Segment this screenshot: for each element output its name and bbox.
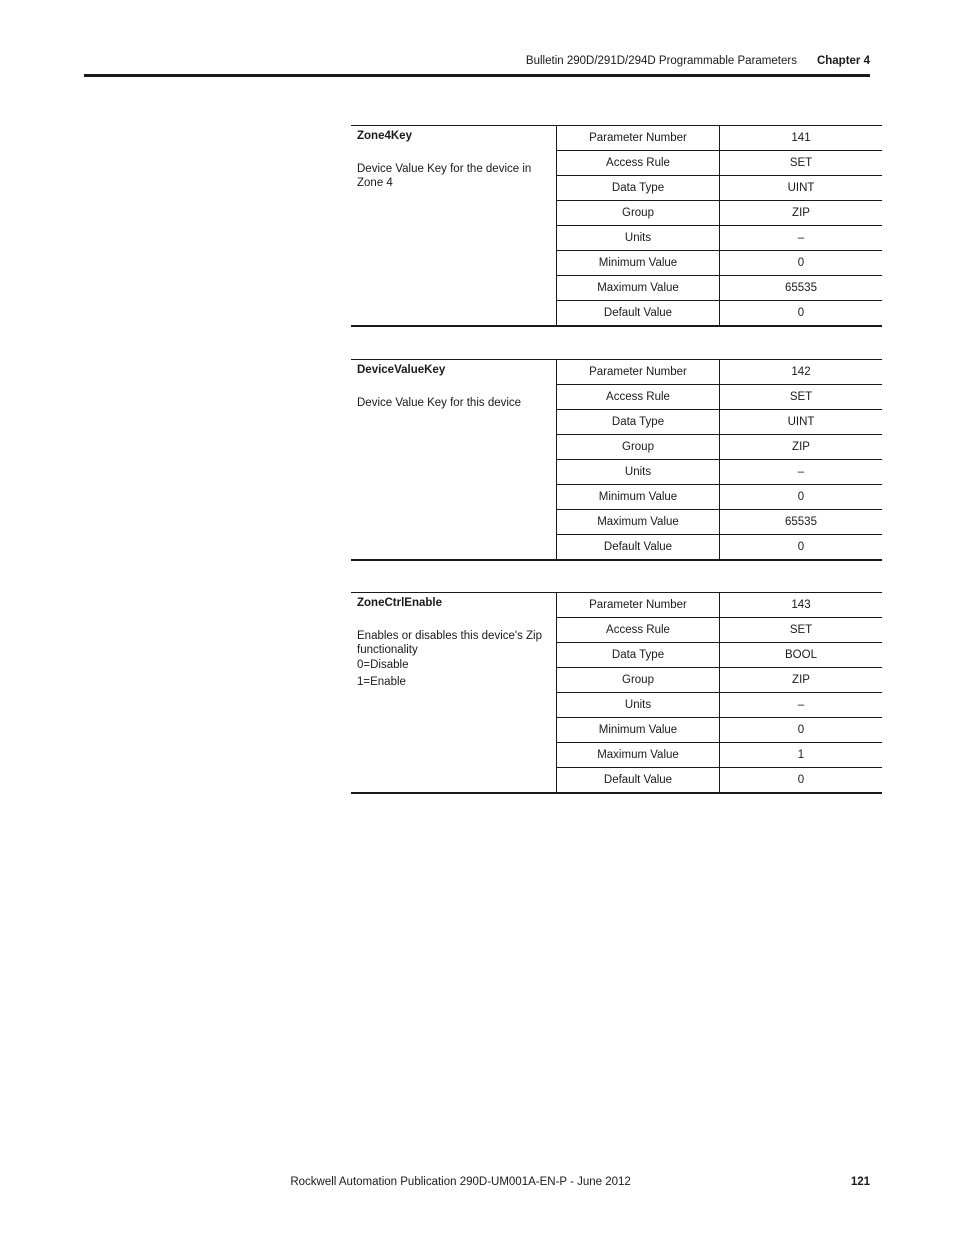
attribute-label: Data Type <box>557 410 720 435</box>
attribute-value: SET <box>720 618 883 643</box>
parameter-table <box>351 125 882 327</box>
attribute-value: BOOL <box>720 643 883 668</box>
attribute-label: Units <box>557 693 720 718</box>
footer-publication: Rockwell Automation Publication 290D-UM001A-EN-P - June 2012 <box>290 1176 631 1188</box>
page-footer <box>84 1174 870 1190</box>
parameter-table <box>351 592 882 794</box>
attribute-label: Group <box>557 201 720 226</box>
attribute-value: 0 <box>720 301 883 327</box>
attribute-label: Default Value <box>557 301 720 327</box>
attribute-value: 143 <box>720 593 883 618</box>
attribute-value: 142 <box>720 360 883 385</box>
attribute-label: Maximum Value <box>557 743 720 768</box>
parameter-description-cell <box>351 360 557 561</box>
attribute-value: ZIP <box>720 435 883 460</box>
attribute-value: 0 <box>720 718 883 743</box>
attribute-label: Parameter Number <box>557 360 720 385</box>
page-number: 121 <box>850 1176 870 1188</box>
attribute-label: Data Type <box>557 176 720 201</box>
attribute-value: UINT <box>720 176 883 201</box>
attribute-value: 0 <box>720 485 883 510</box>
parameter-description: 1=Enable <box>357 676 406 688</box>
table-row <box>351 593 882 618</box>
attribute-label: Access Rule <box>557 618 720 643</box>
attribute-label: Minimum Value <box>557 718 720 743</box>
header-bulletin-title: Bulletin 290D/291D/294D Programmable Parameters <box>525 55 797 67</box>
parameter-name: DeviceValueKey <box>357 364 446 376</box>
attribute-label: Units <box>557 460 720 485</box>
attribute-label: Minimum Value <box>557 251 720 276</box>
table-row <box>351 360 882 385</box>
attribute-label: Default Value <box>557 535 720 561</box>
attribute-label: Group <box>557 668 720 693</box>
attribute-value: SET <box>720 151 883 176</box>
attribute-label: Group <box>557 435 720 460</box>
parameter-description-cell <box>351 126 557 327</box>
parameter-name: Zone4Key <box>357 130 412 142</box>
parameter-table <box>351 359 882 561</box>
parameter-description: Device Value Key for the device in Zone 4 <box>357 163 532 189</box>
attribute-label: Parameter Number <box>557 126 720 151</box>
attribute-value: 0 <box>720 768 883 794</box>
page-header <box>84 52 870 70</box>
attribute-label: Parameter Number <box>557 593 720 618</box>
attribute-value: 65535 <box>720 276 883 301</box>
attribute-value: UINT <box>720 410 883 435</box>
parameter-description: Enables or disables this device's Zip functionality <box>357 630 543 656</box>
attribute-label: Maximum Value <box>557 510 720 535</box>
parameter-description: 0=Disable <box>357 659 409 671</box>
attribute-label: Data Type <box>557 643 720 668</box>
attribute-value: 0 <box>720 535 883 561</box>
header-divider <box>84 74 870 77</box>
attribute-label: Maximum Value <box>557 276 720 301</box>
attribute-label: Access Rule <box>557 385 720 410</box>
attribute-value: ZIP <box>720 668 883 693</box>
attribute-label: Default Value <box>557 768 720 794</box>
attribute-value: 65535 <box>720 510 883 535</box>
attribute-value: – <box>720 226 883 251</box>
header-chapter: Chapter 4 <box>816 55 870 67</box>
parameter-description: Device Value Key for this device <box>357 397 522 409</box>
attribute-value: 141 <box>720 126 883 151</box>
parameter-description-cell <box>351 593 557 794</box>
attribute-label: Access Rule <box>557 151 720 176</box>
attribute-value: – <box>720 460 883 485</box>
attribute-value: – <box>720 693 883 718</box>
table-row <box>351 126 882 151</box>
attribute-value: ZIP <box>720 201 883 226</box>
attribute-value: SET <box>720 385 883 410</box>
attribute-value: 1 <box>720 743 883 768</box>
attribute-value: 0 <box>720 251 883 276</box>
attribute-label: Minimum Value <box>557 485 720 510</box>
attribute-label: Units <box>557 226 720 251</box>
parameter-name: ZoneCtrlEnable <box>357 597 442 609</box>
